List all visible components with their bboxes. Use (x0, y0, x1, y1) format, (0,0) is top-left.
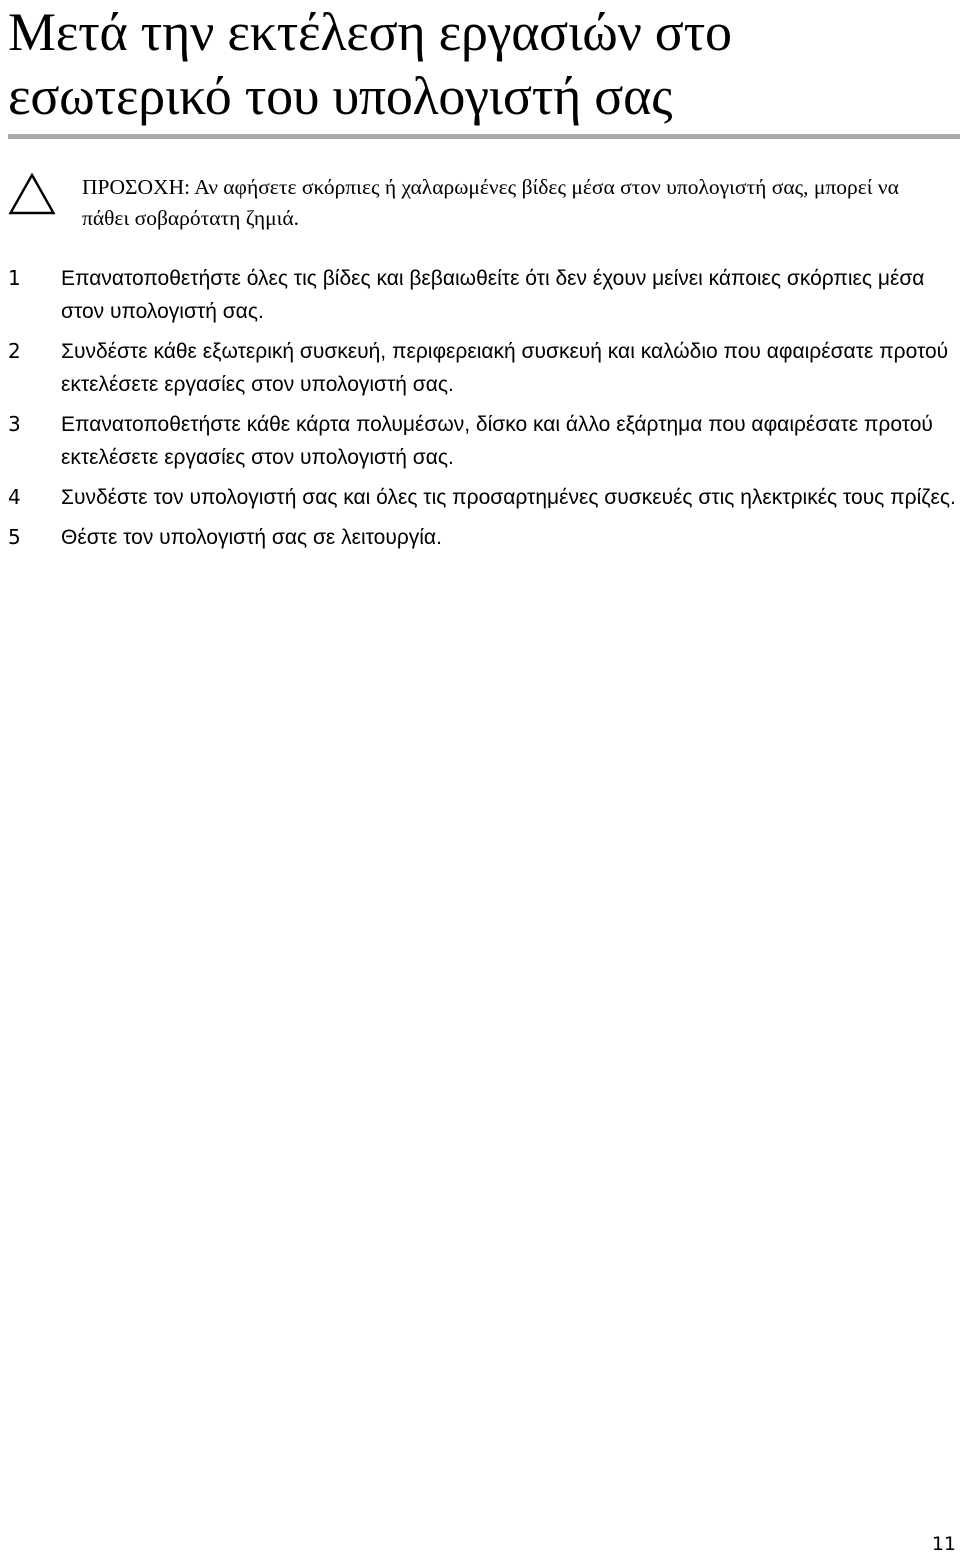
step-text: Συνδέστε τον υπολογιστή σας και όλες τις προσαρτημένες συσκευές στις ηλεκτρικές τους πρίζες. (61, 486, 956, 509)
step-number: 3 (8, 412, 21, 436)
caution-text: ΠΡΟΣΟΧΗ: Αν αφήσετε σκόρπιες ή χαλαρωμένες βίδες μέσα στον υπολογιστή σας, μπορεί να πάθει σοβαρότατη ζημιά. (82, 175, 899, 230)
step-item (8, 481, 958, 514)
step-text: Επανατοποθετήστε κάθε κάρτα πολυμέσων, δίσκο και άλλο εξάρτημα που αφαιρέσατε προτού εκτελέσετε εργασίες στον υπολογιστή σας. (61, 413, 933, 469)
warning-triangle-icon (8, 172, 56, 216)
page-title: Μετά την εκτέλεση εργασιών στο εσωτερικό του υπολογιστή σας (8, 2, 732, 126)
step-item (8, 335, 958, 401)
step-number: 4 (8, 485, 21, 509)
step-text: Θέστε τον υπολογιστή σας σε λειτουργία. (61, 526, 442, 549)
page-number: 11 (931, 1533, 956, 1555)
step-text: Συνδέστε κάθε εξωτερική συσκευή, περιφερειακή συσκευή και καλώδιο που αφαιρέσατε προτού εκτελέσετε εργασίες στον υπολογιστή σας. (61, 340, 949, 396)
step-item (8, 521, 958, 554)
step-item (8, 262, 958, 328)
title-divider (8, 134, 960, 139)
step-number: 1 (8, 266, 21, 290)
steps-list (8, 262, 958, 561)
step-number: 5 (8, 525, 21, 549)
step-text: Επανατοποθετήστε όλες τις βίδες και βεβαιωθείτε ότι δεν έχουν μείνει κάποιες σκόρπιες μέσα στον υπολογιστή σας. (61, 267, 925, 323)
step-item (8, 408, 958, 474)
step-number: 2 (8, 339, 21, 363)
